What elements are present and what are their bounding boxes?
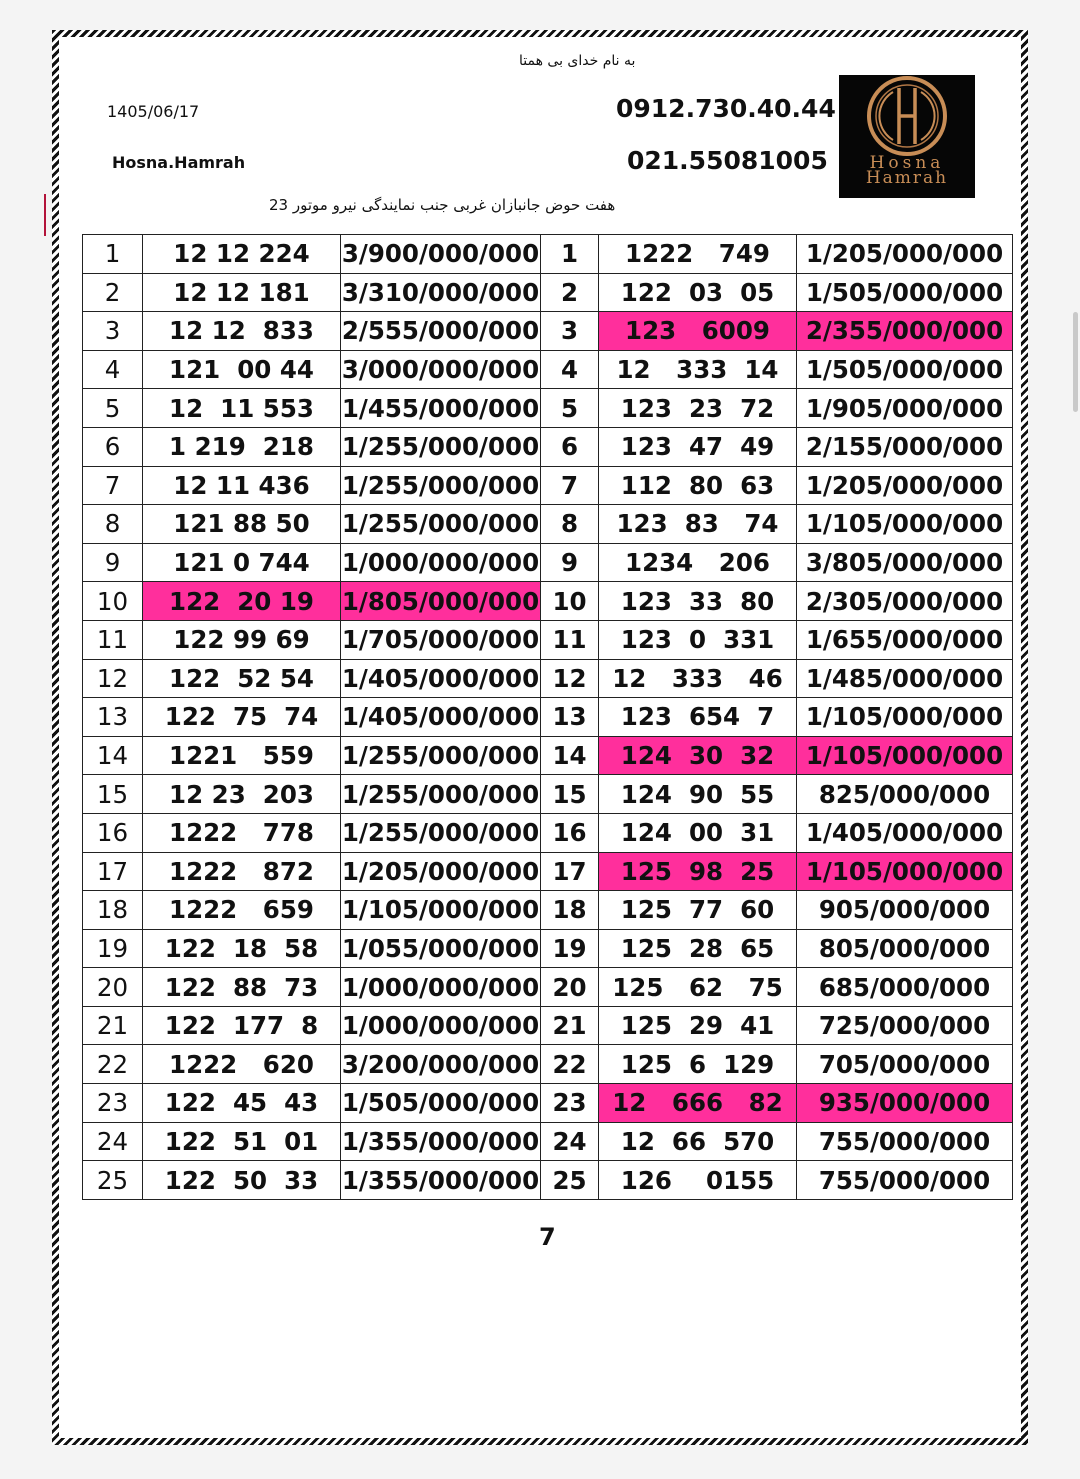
price-right: 905/000/000	[797, 891, 1013, 930]
row-index-right: 4	[541, 350, 599, 389]
left-edge-mark	[44, 194, 46, 236]
row-index-left: 20	[83, 968, 143, 1007]
table-row	[83, 968, 1013, 1007]
row-index-left: 4	[83, 350, 143, 389]
phone-number-left[interactable]: 1222 872	[143, 852, 341, 891]
price-left: 1/455/000/000	[341, 389, 541, 428]
table-row	[83, 582, 1013, 621]
price-right: 3/805/000/000	[797, 543, 1013, 582]
document-date: 1405/06/17	[107, 102, 200, 121]
phone-number-right[interactable]: 123 23 72	[599, 389, 797, 428]
row-index-left: 6	[83, 427, 143, 466]
price-right: 2/355/000/000	[797, 312, 1013, 351]
company-name: Hosna.Hamrah	[112, 153, 246, 172]
row-index-right: 2	[541, 273, 599, 312]
row-index-left: 16	[83, 813, 143, 852]
row-index-left: 13	[83, 698, 143, 737]
scrollbar-thumb[interactable]	[1073, 312, 1078, 412]
table-row	[83, 775, 1013, 814]
price-right: 805/000/000	[797, 929, 1013, 968]
phone-number-left[interactable]: 1221 559	[143, 736, 341, 775]
price-right: 755/000/000	[797, 1122, 1013, 1161]
row-index-left: 11	[83, 620, 143, 659]
price-left: 3/310/000/000	[341, 273, 541, 312]
phone-number-right[interactable]: 112 80 63	[599, 466, 797, 505]
phone-number-right[interactable]: 125 29 41	[599, 1006, 797, 1045]
price-left: 3/200/000/000	[341, 1045, 541, 1084]
table-row	[83, 543, 1013, 582]
phone-number-left[interactable]: 121 0 744	[143, 543, 341, 582]
phone-number-left[interactable]: 1222 659	[143, 891, 341, 930]
phone-number-right[interactable]: 125 98 25	[599, 852, 797, 891]
row-index-right: 8	[541, 505, 599, 544]
phone-number-right[interactable]: 12 333 14	[599, 350, 797, 389]
phone-number-left[interactable]: 12 12 224	[143, 235, 341, 274]
row-index-right: 16	[541, 813, 599, 852]
price-right: 1/485/000/000	[797, 659, 1013, 698]
row-index-right: 1	[541, 235, 599, 274]
mobile-phone-number[interactable]: 0912.730.40.44	[616, 94, 836, 123]
phone-number-right[interactable]: 125 62 75	[599, 968, 797, 1007]
price-left: 1/505/000/000	[341, 1084, 541, 1123]
phone-number-right[interactable]: 12 666 82	[599, 1084, 797, 1123]
phone-number-right[interactable]: 122 03 05	[599, 273, 797, 312]
row-index-right: 5	[541, 389, 599, 428]
phone-number-right[interactable]: 124 00 31	[599, 813, 797, 852]
price-left: 1/405/000/000	[341, 659, 541, 698]
phone-number-right[interactable]: 124 90 55	[599, 775, 797, 814]
price-right: 1/505/000/000	[797, 350, 1013, 389]
price-right: 935/000/000	[797, 1084, 1013, 1123]
price-right: 2/305/000/000	[797, 582, 1013, 621]
bismillah-heading: به نام خدای بی همتا	[519, 53, 636, 69]
table-row	[83, 350, 1013, 389]
price-left: 1/255/000/000	[341, 427, 541, 466]
price-right: 1/205/000/000	[797, 466, 1013, 505]
price-left: 1/055/000/000	[341, 929, 541, 968]
row-index-left: 10	[83, 582, 143, 621]
price-left: 1/255/000/000	[341, 505, 541, 544]
price-left: 1/105/000/000	[341, 891, 541, 930]
row-index-right: 23	[541, 1084, 599, 1123]
row-index-right: 21	[541, 1006, 599, 1045]
row-index-right: 22	[541, 1045, 599, 1084]
row-index-left: 12	[83, 659, 143, 698]
table-row	[83, 427, 1013, 466]
price-right: 1/105/000/000	[797, 698, 1013, 737]
page-number: 7	[539, 1223, 556, 1251]
table-row	[83, 813, 1013, 852]
row-index-right: 3	[541, 312, 599, 351]
price-right: 825/000/000	[797, 775, 1013, 814]
row-index-left: 19	[83, 929, 143, 968]
row-index-left: 22	[83, 1045, 143, 1084]
price-left: 1/805/000/000	[341, 582, 541, 621]
phone-number-left[interactable]: 122 52 54	[143, 659, 341, 698]
phone-number-right[interactable]: 125 6 129	[599, 1045, 797, 1084]
landline-phone-number[interactable]: 021.55081005	[627, 146, 828, 175]
price-right: 1/405/000/000	[797, 813, 1013, 852]
phone-number-left[interactable]: 121 00 44	[143, 350, 341, 389]
price-right: 1/505/000/000	[797, 273, 1013, 312]
phone-number-left[interactable]: 122 88 73	[143, 968, 341, 1007]
table-row	[83, 736, 1013, 775]
table-row	[83, 1161, 1013, 1200]
row-index-right: 14	[541, 736, 599, 775]
price-left: 1/705/000/000	[341, 620, 541, 659]
price-left: 1/355/000/000	[341, 1161, 541, 1200]
phone-number-left[interactable]: 122 51 01	[143, 1122, 341, 1161]
phone-number-left[interactable]: 12 12 181	[143, 273, 341, 312]
price-left: 1/000/000/000	[341, 1006, 541, 1045]
phone-number-right[interactable]: 1234 206	[599, 543, 797, 582]
phone-number-left[interactable]: 1 219 218	[143, 427, 341, 466]
table-row	[83, 1045, 1013, 1084]
phone-number-right[interactable]: 12 66 570	[599, 1122, 797, 1161]
price-left: 2/555/000/000	[341, 312, 541, 351]
row-index-right: 25	[541, 1161, 599, 1200]
phone-number-left[interactable]: 12 11 436	[143, 466, 341, 505]
table-row	[83, 891, 1013, 930]
phone-number-right[interactable]: 123 654 7	[599, 698, 797, 737]
row-index-left: 8	[83, 505, 143, 544]
price-right: 1/105/000/000	[797, 505, 1013, 544]
table-row	[83, 659, 1013, 698]
table-row	[83, 698, 1013, 737]
price-left: 1/205/000/000	[341, 852, 541, 891]
row-index-right: 6	[541, 427, 599, 466]
table-row	[83, 620, 1013, 659]
row-index-left: 2	[83, 273, 143, 312]
table-row	[83, 466, 1013, 505]
price-left: 1/255/000/000	[341, 813, 541, 852]
table-row	[83, 273, 1013, 312]
phone-number-left[interactable]: 122 45 43	[143, 1084, 341, 1123]
phone-number-left[interactable]: 12 23 203	[143, 775, 341, 814]
price-left: 3/000/000/000	[341, 350, 541, 389]
price-left: 3/900/000/000	[341, 235, 541, 274]
price-left: 1/355/000/000	[341, 1122, 541, 1161]
table-row	[83, 505, 1013, 544]
row-index-left: 23	[83, 1084, 143, 1123]
phone-number-right[interactable]: 123 47 49	[599, 427, 797, 466]
row-index-right: 18	[541, 891, 599, 930]
phone-number-left[interactable]: 12 11 553	[143, 389, 341, 428]
table-row	[83, 235, 1013, 274]
row-index-left: 3	[83, 312, 143, 351]
row-index-left: 17	[83, 852, 143, 891]
row-index-left: 14	[83, 736, 143, 775]
price-right: 2/155/000/000	[797, 427, 1013, 466]
logo-wordmark-line1: Hosna	[869, 153, 945, 173]
row-index-left: 9	[83, 543, 143, 582]
table-row	[83, 1122, 1013, 1161]
phone-number-left[interactable]: 122 50 33	[143, 1161, 341, 1200]
price-left: 1/255/000/000	[341, 775, 541, 814]
phone-number-left[interactable]: 122 99 69	[143, 620, 341, 659]
price-left: 1/405/000/000	[341, 698, 541, 737]
price-right: 1/905/000/000	[797, 389, 1013, 428]
row-index-left: 5	[83, 389, 143, 428]
row-index-right: 12	[541, 659, 599, 698]
phone-number-right[interactable]: 125 77 60	[599, 891, 797, 930]
number-price-table	[82, 234, 1013, 1200]
phone-number-left[interactable]: 12 12 833	[143, 312, 341, 351]
row-index-left: 1	[83, 235, 143, 274]
phone-number-right[interactable]: 123 33 80	[599, 582, 797, 621]
price-left: 1/000/000/000	[341, 968, 541, 1007]
logo-wordmark-line2: Hamrah	[865, 168, 949, 188]
table-row	[83, 929, 1013, 968]
phone-number-left[interactable]: 122 177 8	[143, 1006, 341, 1045]
phone-number-right[interactable]: 124 30 32	[599, 736, 797, 775]
table-row	[83, 1084, 1013, 1123]
row-index-left: 7	[83, 466, 143, 505]
price-right: 1/105/000/000	[797, 736, 1013, 775]
phone-number-right[interactable]: 1222 749	[599, 235, 797, 274]
row-index-right: 19	[541, 929, 599, 968]
row-index-left: 21	[83, 1006, 143, 1045]
phone-number-left[interactable]: 122 75 74	[143, 698, 341, 737]
phone-number-right[interactable]: 125 28 65	[599, 929, 797, 968]
price-right: 725/000/000	[797, 1006, 1013, 1045]
shop-address: هفت حوض جانبازان غربی جنب نمایندگی نیرو موتور 23	[269, 196, 616, 214]
row-index-left: 18	[83, 891, 143, 930]
table-row	[83, 389, 1013, 428]
price-right: 1/205/000/000	[797, 235, 1013, 274]
phone-number-left[interactable]: 121 88 50	[143, 505, 341, 544]
row-index-left: 24	[83, 1122, 143, 1161]
price-left: 1/255/000/000	[341, 466, 541, 505]
phone-number-left[interactable]: 122 18 58	[143, 929, 341, 968]
phone-number-right[interactable]: 123 6009	[599, 312, 797, 351]
row-index-right: 9	[541, 543, 599, 582]
table-row	[83, 852, 1013, 891]
row-index-left: 25	[83, 1161, 143, 1200]
row-index-right: 13	[541, 698, 599, 737]
price-right: 1/655/000/000	[797, 620, 1013, 659]
phone-number-right[interactable]: 12 333 46	[599, 659, 797, 698]
phone-number-left[interactable]: 1222 620	[143, 1045, 341, 1084]
phone-number-right[interactable]: 126 0155	[599, 1161, 797, 1200]
phone-number-right[interactable]: 123 83 74	[599, 505, 797, 544]
row-index-right: 24	[541, 1122, 599, 1161]
row-index-right: 7	[541, 466, 599, 505]
price-right: 705/000/000	[797, 1045, 1013, 1084]
phone-number-left[interactable]: 122 20 19	[143, 582, 341, 621]
logo-emblem-icon	[839, 75, 975, 157]
phone-number-left[interactable]: 1222 778	[143, 813, 341, 852]
row-index-right: 15	[541, 775, 599, 814]
price-right: 1/105/000/000	[797, 852, 1013, 891]
price-left: 1/255/000/000	[341, 736, 541, 775]
hosna-hamrah-logo	[839, 75, 975, 198]
price-left: 1/000/000/000	[341, 543, 541, 582]
row-index-right: 20	[541, 968, 599, 1007]
row-index-right: 11	[541, 620, 599, 659]
row-index-right: 10	[541, 582, 599, 621]
price-right: 755/000/000	[797, 1161, 1013, 1200]
row-index-left: 15	[83, 775, 143, 814]
price-right: 685/000/000	[797, 968, 1013, 1007]
table-row	[83, 1006, 1013, 1045]
table-row	[83, 312, 1013, 351]
phone-number-right[interactable]: 123 0 331	[599, 620, 797, 659]
row-index-right: 17	[541, 852, 599, 891]
